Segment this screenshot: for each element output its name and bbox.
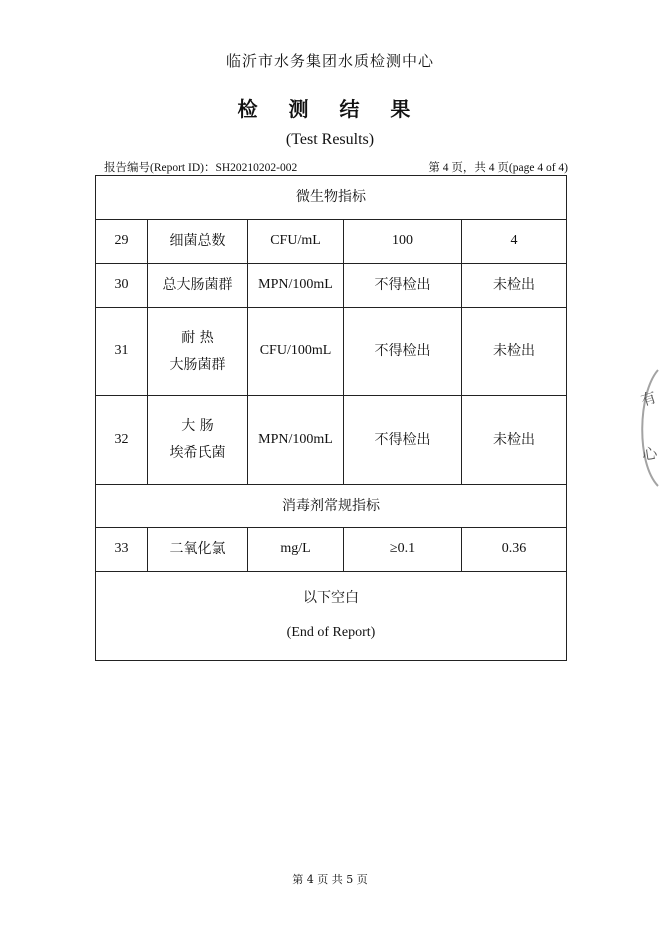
row-number: 33 [96, 528, 148, 571]
page-info: 第 4 页，共 4 页(page 4 of 4) [428, 162, 568, 174]
organization-name: 临沂市水务集团水质检测中心 [225, 52, 434, 70]
test-item-line1: 耐 热 [181, 329, 214, 346]
result: 未检出 [493, 343, 535, 360]
table-row [96, 264, 566, 308]
unit: MPN/100mL [248, 396, 344, 484]
table-row [96, 220, 566, 264]
seal-char-2: 心 [641, 444, 659, 464]
result: 未检出 [493, 277, 535, 294]
result: 0.36 [501, 541, 527, 557]
end-of-report-cn: 以下空白 [303, 590, 359, 607]
row-number: 29 [96, 220, 148, 263]
limit: 不得检出 [344, 264, 462, 307]
end-of-report-en: (End of Report) [286, 625, 376, 640]
section-header-micro: 微生物指标 [296, 189, 366, 206]
test-item: 细菌总数 [148, 220, 248, 263]
section-header-disinfect: 消毒剂常规指标 [282, 497, 380, 514]
report-id: 报告编号(Report ID)：SH20210202-002 [104, 162, 298, 174]
partial-seal-stamp [632, 368, 660, 488]
test-item [148, 396, 248, 484]
results-table [95, 175, 567, 661]
test-item-line1: 大 肠 [181, 418, 214, 435]
test-item: 二氧化氯 [148, 528, 248, 571]
section-header-row [96, 176, 566, 220]
table-row [96, 528, 566, 572]
section-header-row [96, 485, 566, 528]
table-row [96, 396, 566, 485]
seal-arc [642, 370, 658, 486]
page-subtitle: (Test Results) [285, 131, 375, 148]
unit: CFU/mL [248, 220, 344, 263]
limit: ≥0.1 [344, 528, 462, 571]
row-number: 31 [96, 308, 148, 395]
table-row [96, 308, 566, 396]
seal-char-1: 有 [638, 388, 659, 410]
limit: 不得检出 [344, 396, 462, 484]
limit: 100 [344, 220, 462, 263]
result: 4 [510, 233, 518, 249]
limit: 不得检出 [344, 308, 462, 395]
test-item: 总大肠菌群 [148, 264, 248, 307]
page-title: 检 测 结 果 [237, 97, 423, 121]
page-footer: 第 4 页 共 5 页 [292, 873, 368, 886]
row-number: 32 [96, 396, 148, 484]
unit: mg/L [248, 528, 344, 571]
unit: CFU/100mL [248, 308, 344, 395]
end-of-report [96, 572, 566, 660]
test-item-line2: 埃希氏菌 [169, 445, 226, 461]
result: 未检出 [493, 431, 535, 448]
end-of-report-row [96, 572, 566, 660]
unit: MPN/100mL [248, 264, 344, 307]
test-item [148, 308, 248, 395]
test-item-line2: 大肠菌群 [169, 356, 226, 373]
row-number: 30 [96, 264, 148, 307]
